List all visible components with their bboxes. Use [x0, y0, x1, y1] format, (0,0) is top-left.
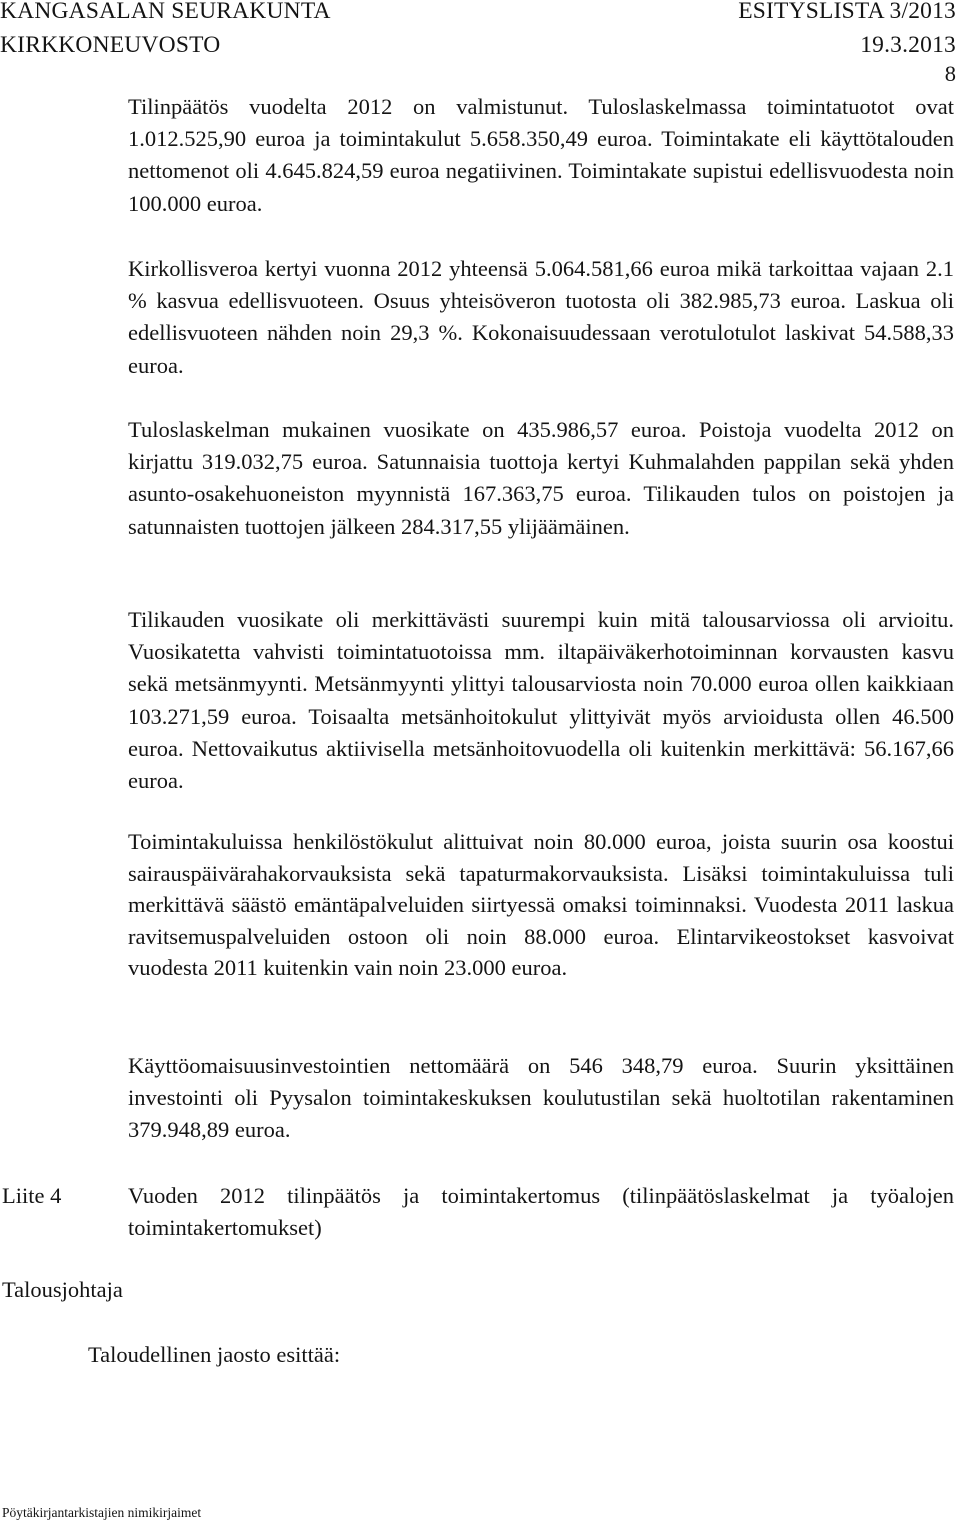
paragraph-church-tax: Kirkollisveroa kertyi vuonna 2012 yhteensä 5.064.581,66 euroa mikä tarkoittaa vajaan 2.1 % kasvua edellisvuoteen. Osuus yhteisöveron tuotosta oli 382.985,73 euroa. Laskua oli edellisvuoteen nähden noin 29,3 %. Kokonaisuudessaan verotulotulot laskivat 54.588,33 euroa.: [128, 256, 954, 378]
attachment-description: Vuoden 2012 tilinpäätös ja toimintakertomus (tilinpäätöslaskelmat ja työalojen toimintakertomukset): [128, 1183, 954, 1241]
presenter: Talousjohtaja: [2, 1277, 123, 1302]
paragraph-investments: Käyttöomaisuusinvestointien nettomäärä on 546 348,79 euroa. Suurin yksittäinen investointi oli Pyysalon toimintakeskuksen koulutustilan sekä huoltotilan rakentaminen 379.948,89 euroa.: [128, 1053, 954, 1143]
header-organization: KANGASALAN SEURAKUNTA: [0, 0, 331, 24]
paragraph-annual-margin: Tuloslaskelman mukainen vuosikate on 435.986,57 euroa. Poistoja vuodelta 2012 on kirjattu 319.032,75 euroa. Satunnaisia tuottoja kertyi Kuhmalahden pappilan sekä yhden asunto-osakehuoneiston myynnistä 167.363,75 euroa. Tilikauden tulos on poistojen ja satunnaisten tuottojen jälkeen 284.317,55 ylijäämäinen.: [128, 417, 954, 539]
header-body: KIRKKONEUVOSTO: [0, 32, 221, 58]
header-row-1: [0, 0, 960, 28]
paragraph-financial-statement: Tilinpäätös vuodelta 2012 on valmistunut. Tuloslaskelmassa toimintatuotot ovat 1.012.525,90 euroa ja toimintakulut 5.658.350,49 euroa. Toimintakate eli käyttötalouden nettomenot oli 4.645.824,59 euroa negatiivinen. Toimintakate supistui edellisvuodesta noin 100.000 euroa.: [128, 94, 954, 216]
proposal-label: Taloudellinen jaosto esittää:: [88, 1342, 341, 1367]
footer-initials-label: Pöytäkirjantarkistajien nimikirjaimet: [2, 1505, 202, 1520]
header-document-id: ESITYSLISTA 3/2013: [738, 0, 956, 24]
attachment-label: Liite 4: [2, 1183, 62, 1208]
paragraph-margin-comparison: Tilikauden vuosikate oli merkittävästi suurempi kuin mitä talousarviossa oli arvioitu. Vuosikatetta vahvisti toimintatuotoissa mm. iltapäiväkerhotoiminnan korvausten kasvu sekä metsänmyynti. Metsänmyynti ylittyi talousarviosta noin 70.000 euroa ollen kaikkiaan 103.271,59 euroa. Toisaalta metsänhoitokulut ylittyivät myös arvioidusta ollen 46.500 euroa. Nettovaikutus aktiivisella metsänhoitovuodella oli kuitenkin merkittävä: 56.167,66 euroa.: [128, 607, 954, 794]
header-date: 19.3.2013: [860, 32, 956, 58]
paragraph-operating-costs: Toimintakuluissa henkilöstökulut alittuivat noin 80.000 euroa, joista suurin osa koostui sairauspäivärahakorvauksista sekä tapaturmakorvauksista. Lisäksi toimintakuluissa tuli merkittävä säästö emäntäpalveluiden siirtyessä omaksi toiminnaksi. Vuodesta 2011 laskua ravitsemuspalveluiden ostoon oli noin 88.000 euroa. Elintarvikeostokset kasvoivat vuodesta 2011 kuitenkin vain noin 23.000 euroa.: [128, 829, 954, 981]
header-row-2: [0, 28, 960, 62]
page-number: 8: [944, 61, 956, 86]
